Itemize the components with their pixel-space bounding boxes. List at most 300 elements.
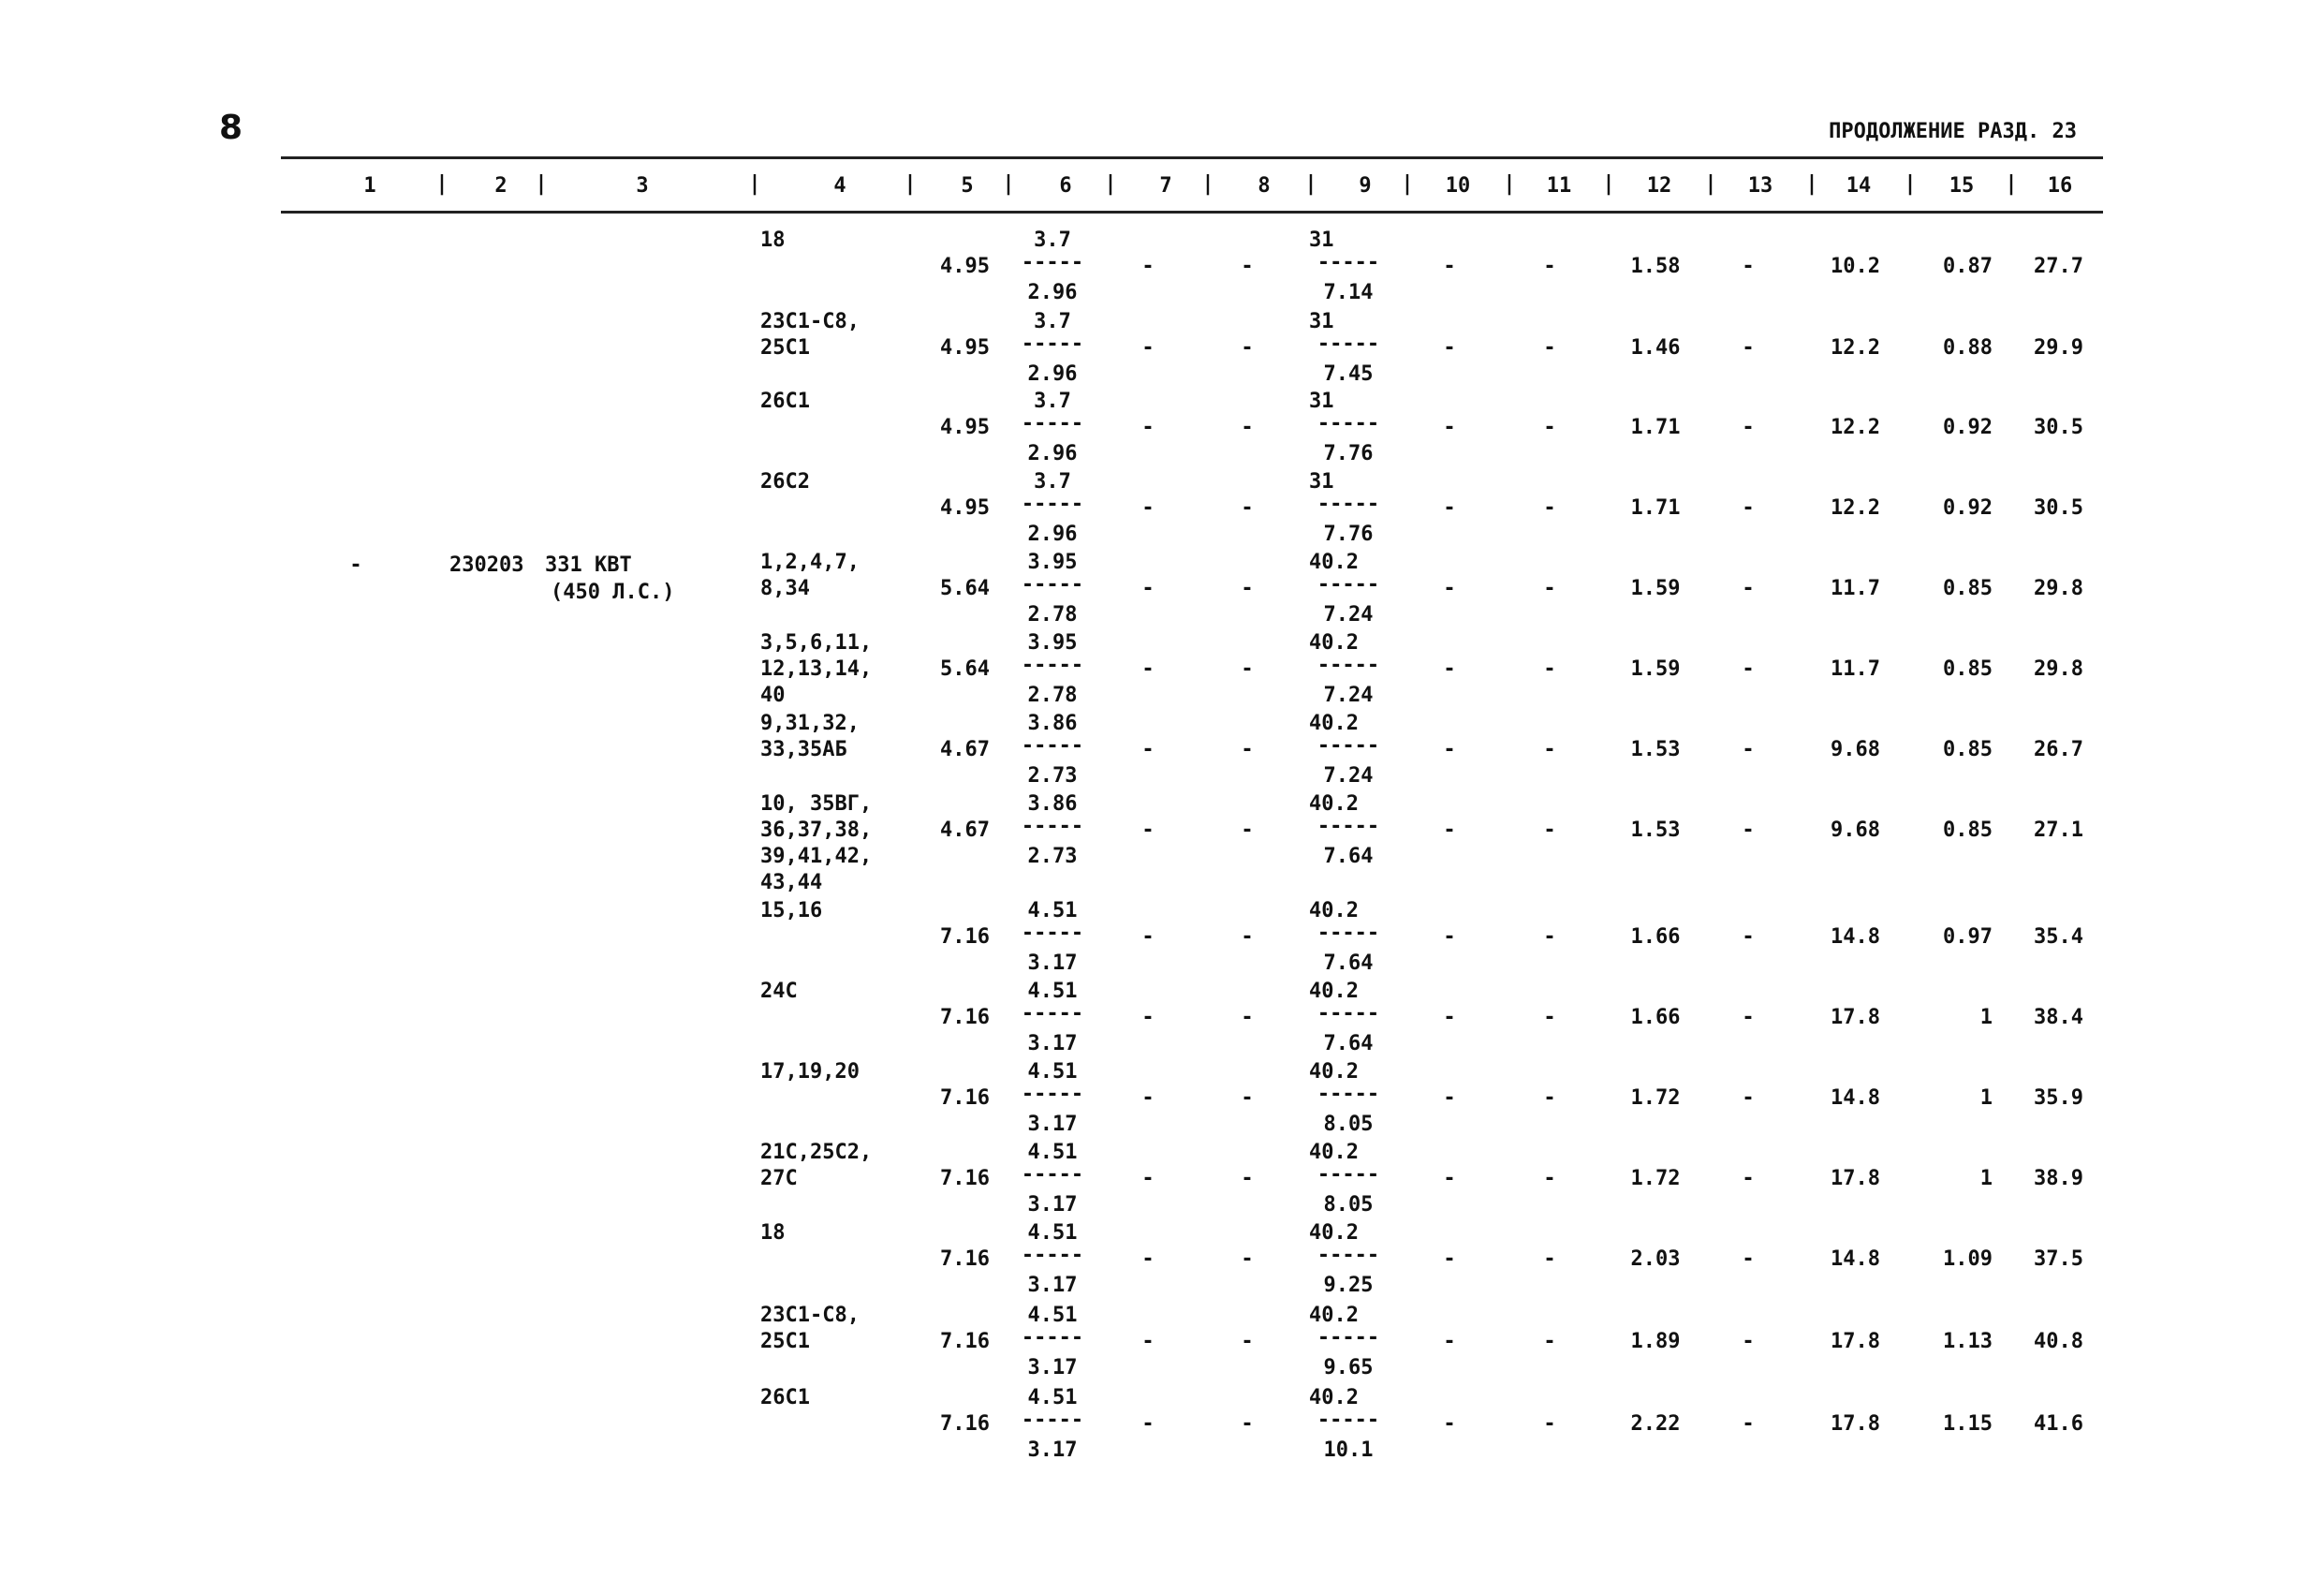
cell-col7: -: [1141, 925, 1155, 949]
cell-col14: 14.8: [1831, 925, 1880, 949]
fraction-col9-bar: -----: [1316, 1326, 1380, 1350]
fraction-col9-denominator: 8.05: [1323, 1113, 1374, 1136]
cell-col5: 4.95: [940, 416, 990, 439]
column-header-9: 9: [1359, 174, 1372, 198]
fraction-col6-denominator: 3.17: [1027, 1032, 1078, 1055]
engine-col1-dash: -: [349, 553, 362, 577]
cell-col10: -: [1443, 1412, 1456, 1436]
section-number-list: 25С1: [760, 336, 810, 360]
cell-col8: -: [1241, 496, 1254, 520]
cell-col5: 4.67: [940, 819, 990, 842]
cell-col11: -: [1543, 255, 1556, 278]
cell-col10: -: [1443, 819, 1456, 842]
page-mark: 8: [219, 109, 243, 147]
column-header-16: 16: [2047, 174, 2073, 198]
fraction-col6-numerator: 3.7: [1034, 470, 1071, 494]
cell-col14: 12.2: [1831, 336, 1880, 360]
section-number-list: 15,16: [760, 899, 823, 922]
cell-col12: 1.71: [1630, 496, 1681, 520]
cell-col7: -: [1141, 819, 1155, 842]
fraction-col6-denominator: 2.96: [1027, 362, 1078, 386]
cell-col10: -: [1443, 577, 1456, 600]
fraction-col6-bar: -----: [1021, 1326, 1084, 1350]
cell-col11: -: [1543, 738, 1556, 761]
cell-col15: 0.92: [1943, 416, 1993, 439]
cell-col14: 17.8: [1831, 1006, 1880, 1029]
section-number-list: 9,31,32,: [760, 712, 860, 735]
cell-col8: -: [1241, 1086, 1254, 1110]
fraction-col9-bar: -----: [1316, 573, 1380, 597]
fraction-col9-denominator: 8.05: [1323, 1193, 1374, 1217]
cell-col16: 30.5: [2034, 496, 2083, 520]
column-header-13: 13: [1747, 174, 1773, 198]
fraction-col6-bar: -----: [1021, 412, 1084, 435]
cell-col15: 0.92: [1943, 496, 1993, 520]
column-separator: |: [1304, 172, 1317, 196]
cell-col15: 1: [1979, 1167, 1993, 1190]
cell-col5: 4.95: [940, 255, 990, 278]
column-separator: |: [435, 172, 449, 196]
fraction-col6-bar: -----: [1021, 1083, 1084, 1106]
column-header-11: 11: [1546, 174, 1572, 198]
fraction-col6-bar: -----: [1021, 493, 1084, 516]
cell-col5: 4.67: [940, 738, 990, 761]
cell-col16: 27.1: [2034, 819, 2083, 842]
cell-col5: 7.16: [940, 1247, 990, 1271]
fraction-col9-denominator: 7.24: [1323, 684, 1374, 707]
fraction-col6-numerator: 4.51: [1027, 1060, 1078, 1084]
section-number-list: 26С2: [760, 470, 810, 494]
cell-col16: 35.4: [2034, 925, 2083, 949]
fraction-col6-denominator: 2.96: [1027, 523, 1078, 546]
cell-col15: 0.85: [1943, 738, 1993, 761]
cell-col15: 0.85: [1943, 819, 1993, 842]
fraction-col9-denominator: 7.64: [1323, 951, 1374, 975]
cell-col7: -: [1141, 336, 1155, 360]
section-number-list: 21С,25С2,: [760, 1141, 873, 1164]
column-header-15: 15: [1949, 174, 1975, 198]
table-header-rule: [281, 211, 2103, 214]
fraction-col9-denominator: 7.64: [1323, 1032, 1374, 1055]
cell-col8: -: [1241, 738, 1254, 761]
section-number-list: 18: [760, 229, 786, 252]
cell-col12: 1.89: [1630, 1330, 1681, 1353]
fraction-col6-numerator: 3.95: [1027, 631, 1078, 655]
fraction-col9-numerator: 40.2: [1309, 1221, 1359, 1245]
column-separator: |: [904, 172, 917, 196]
cell-col10: -: [1443, 496, 1456, 520]
section-number-list: 24С: [760, 980, 798, 1003]
fraction-col9-denominator: 7.64: [1323, 845, 1374, 868]
cell-col8: -: [1241, 336, 1254, 360]
fraction-col9-denominator: 10.1: [1323, 1438, 1374, 1462]
column-separator: |: [535, 172, 548, 196]
fraction-col9-bar: -----: [1316, 815, 1380, 838]
fraction-col6-bar: -----: [1021, 332, 1084, 356]
cell-col7: -: [1141, 1412, 1155, 1436]
cell-col8: -: [1241, 1330, 1254, 1353]
section-number-list: 33,35АБ: [760, 738, 847, 761]
cell-col12: 1.66: [1630, 925, 1681, 949]
fraction-col6-denominator: 3.17: [1027, 1274, 1078, 1297]
cell-col12: 2.22: [1630, 1412, 1681, 1436]
cell-col16: 35.9: [2034, 1086, 2083, 1110]
cell-col12: 1.58: [1630, 255, 1681, 278]
section-number-list: 23С1-С8,: [760, 1304, 860, 1327]
engine-power-hp: (450 Л.С.): [551, 581, 675, 604]
fraction-col6-denominator: 2.73: [1027, 764, 1078, 788]
cell-col13: -: [1742, 1247, 1755, 1271]
column-header-14: 14: [1846, 174, 1872, 198]
cell-col5: 7.16: [940, 1412, 990, 1436]
fraction-col6-denominator: 2.73: [1027, 845, 1078, 868]
fraction-col6-denominator: 2.96: [1027, 442, 1078, 465]
cell-col12: 1.53: [1630, 819, 1681, 842]
cell-col16: 29.9: [2034, 336, 2083, 360]
cell-col14: 17.8: [1831, 1167, 1880, 1190]
section-number-list: 18: [760, 1221, 786, 1245]
column-header-8: 8: [1258, 174, 1271, 198]
fraction-col9-numerator: 40.2: [1309, 551, 1359, 574]
cell-col16: 41.6: [2034, 1412, 2083, 1436]
cell-col10: -: [1443, 738, 1456, 761]
fraction-col6-denominator: 3.17: [1027, 1438, 1078, 1462]
cell-col13: -: [1742, 925, 1755, 949]
cell-col14: 14.8: [1831, 1086, 1880, 1110]
cell-col15: 1.15: [1943, 1412, 1993, 1436]
column-header-7: 7: [1159, 174, 1172, 198]
section-number-list: 25С1: [760, 1330, 810, 1353]
cell-col5: 5.64: [940, 657, 990, 681]
cell-col5: 5.64: [940, 577, 990, 600]
engine-power-kw: 331 КВТ: [545, 553, 632, 577]
cell-col16: 38.4: [2034, 1006, 2083, 1029]
fraction-col6-numerator: 4.51: [1027, 980, 1078, 1003]
fraction-col9-bar: -----: [1316, 251, 1380, 274]
column-header-12: 12: [1646, 174, 1672, 198]
fraction-col9-bar: -----: [1316, 412, 1380, 435]
fraction-col9-bar: -----: [1316, 1163, 1380, 1187]
fraction-col9-bar: -----: [1316, 1002, 1380, 1025]
fraction-col6-bar: -----: [1021, 1163, 1084, 1187]
cell-col8: -: [1241, 1412, 1254, 1436]
cell-col15: 0.85: [1943, 657, 1993, 681]
fraction-col9-bar: -----: [1316, 734, 1380, 758]
cell-col11: -: [1543, 925, 1556, 949]
fraction-col6-bar: -----: [1021, 251, 1084, 274]
cell-col5: 7.16: [940, 1006, 990, 1029]
cell-col16: 29.8: [2034, 657, 2083, 681]
section-number-list: 17,19,20: [760, 1060, 860, 1084]
cell-col13: -: [1742, 577, 1755, 600]
column-separator: |: [2005, 172, 2018, 196]
cell-col15: 0.97: [1943, 925, 1993, 949]
cell-col16: 27.7: [2034, 255, 2083, 278]
cell-col16: 38.9: [2034, 1167, 2083, 1190]
cell-col7: -: [1141, 738, 1155, 761]
fraction-col6-numerator: 4.51: [1027, 899, 1078, 922]
cell-col15: 1.13: [1943, 1330, 1993, 1353]
fraction-col9-numerator: 40.2: [1309, 1304, 1359, 1327]
section-number-list: 26С1: [760, 390, 810, 413]
fraction-col6-bar: -----: [1021, 1002, 1084, 1025]
cell-col14: 11.7: [1831, 657, 1880, 681]
column-separator: |: [1401, 172, 1414, 196]
cell-col10: -: [1443, 1330, 1456, 1353]
cell-col12: 1.59: [1630, 577, 1681, 600]
fraction-col9-denominator: 7.45: [1323, 362, 1374, 386]
fraction-col9-numerator: 40.2: [1309, 899, 1359, 922]
fraction-col6-denominator: 3.17: [1027, 1356, 1078, 1379]
section-number-list: 8,34: [760, 577, 810, 600]
cell-col11: -: [1543, 819, 1556, 842]
engine-code: 230203: [449, 553, 524, 577]
cell-col13: -: [1742, 336, 1755, 360]
column-header-10: 10: [1445, 174, 1471, 198]
cell-col5: 7.16: [940, 1167, 990, 1190]
cell-col10: -: [1443, 416, 1456, 439]
cell-col14: 9.68: [1831, 819, 1880, 842]
cell-col7: -: [1141, 1330, 1155, 1353]
fraction-col6-numerator: 3.86: [1027, 792, 1078, 816]
fraction-col9-denominator: 7.24: [1323, 764, 1374, 788]
cell-col11: -: [1543, 336, 1556, 360]
cell-col10: -: [1443, 1086, 1456, 1110]
column-header-2: 2: [494, 174, 507, 198]
cell-col13: -: [1742, 738, 1755, 761]
fraction-col6-bar: -----: [1021, 815, 1084, 838]
fraction-col6-numerator: 3.95: [1027, 551, 1078, 574]
cell-col11: -: [1543, 1330, 1556, 1353]
fraction-col6-denominator: 2.96: [1027, 281, 1078, 304]
fraction-col6-denominator: 3.17: [1027, 1113, 1078, 1136]
cell-col14: 17.8: [1831, 1330, 1880, 1353]
fraction-col9-bar: -----: [1316, 332, 1380, 356]
cell-col11: -: [1543, 1412, 1556, 1436]
continuation-header: ПРОДОЛЖЕНИЕ РАЗД. 23: [1829, 120, 2077, 143]
fraction-col6-bar: -----: [1021, 573, 1084, 597]
cell-col15: 0.85: [1943, 577, 1993, 600]
cell-col12: 1.72: [1630, 1086, 1681, 1110]
section-number-list: 40: [760, 684, 786, 707]
cell-col13: -: [1742, 819, 1755, 842]
cell-col11: -: [1543, 1086, 1556, 1110]
fraction-col9-denominator: 7.76: [1323, 442, 1374, 465]
cell-col11: -: [1543, 1006, 1556, 1029]
cell-col10: -: [1443, 925, 1456, 949]
cell-col14: 17.8: [1831, 1412, 1880, 1436]
fraction-col9-denominator: 7.76: [1323, 523, 1374, 546]
section-number-list: 1,2,4,7,: [760, 551, 860, 574]
cell-col14: 10.2: [1831, 255, 1880, 278]
cell-col7: -: [1141, 1006, 1155, 1029]
column-separator: |: [1602, 172, 1615, 196]
fraction-col9-numerator: 40.2: [1309, 712, 1359, 735]
column-separator: |: [748, 172, 761, 196]
fraction-col9-numerator: 40.2: [1309, 631, 1359, 655]
cell-col5: 4.95: [940, 496, 990, 520]
column-separator: |: [1503, 172, 1516, 196]
fraction-col9-bar: -----: [1316, 654, 1380, 677]
cell-col12: 1.72: [1630, 1167, 1681, 1190]
fraction-col6-bar: -----: [1021, 734, 1084, 758]
fraction-col9-numerator: 31: [1309, 390, 1334, 413]
fraction-col9-numerator: 40.2: [1309, 980, 1359, 1003]
cell-col12: 1.46: [1630, 336, 1681, 360]
cell-col10: -: [1443, 1247, 1456, 1271]
section-number-list: 39,41,42,: [760, 845, 873, 868]
cell-col12: 2.03: [1630, 1247, 1681, 1271]
fraction-col9-denominator: 7.24: [1323, 603, 1374, 627]
fraction-col6-numerator: 3.7: [1034, 310, 1071, 333]
cell-col7: -: [1141, 496, 1155, 520]
column-header-4: 4: [833, 174, 846, 198]
cell-col8: -: [1241, 255, 1254, 278]
cell-col8: -: [1241, 1006, 1254, 1029]
fraction-col9-numerator: 40.2: [1309, 792, 1359, 816]
cell-col11: -: [1543, 496, 1556, 520]
cell-col12: 1.53: [1630, 738, 1681, 761]
cell-col11: -: [1543, 416, 1556, 439]
cell-col14: 12.2: [1831, 416, 1880, 439]
fraction-col9-denominator: 9.65: [1323, 1356, 1374, 1379]
cell-col8: -: [1241, 1167, 1254, 1190]
cell-col13: -: [1742, 496, 1755, 520]
section-number-list: 27С: [760, 1167, 798, 1190]
fraction-col6-bar: -----: [1021, 1409, 1084, 1432]
cell-col7: -: [1141, 657, 1155, 681]
cell-col13: -: [1742, 1167, 1755, 1190]
cell-col10: -: [1443, 1167, 1456, 1190]
cell-col16: 40.8: [2034, 1330, 2083, 1353]
column-header-5: 5: [961, 174, 974, 198]
fraction-col6-denominator: 3.17: [1027, 951, 1078, 975]
cell-col5: 7.16: [940, 925, 990, 949]
fraction-col6-numerator: 4.51: [1027, 1304, 1078, 1327]
section-number-list: 26С1: [760, 1386, 810, 1409]
cell-col10: -: [1443, 1006, 1456, 1029]
cell-col13: -: [1742, 255, 1755, 278]
column-separator: |: [1805, 172, 1818, 196]
cell-col15: 1.09: [1943, 1247, 1993, 1271]
fraction-col6-bar: -----: [1021, 1244, 1084, 1267]
cell-col16: 26.7: [2034, 738, 2083, 761]
fraction-col9-numerator: 31: [1309, 470, 1334, 494]
cell-col10: -: [1443, 657, 1456, 681]
cell-col5: 4.95: [940, 336, 990, 360]
fraction-col6-bar: -----: [1021, 654, 1084, 677]
section-number-list: 43,44: [760, 871, 823, 894]
cell-col8: -: [1241, 925, 1254, 949]
cell-col12: 1.59: [1630, 657, 1681, 681]
cell-col11: -: [1543, 577, 1556, 600]
fraction-col9-bar: -----: [1316, 922, 1380, 945]
cell-col8: -: [1241, 657, 1254, 681]
cell-col8: -: [1241, 819, 1254, 842]
cell-col15: 0.88: [1943, 336, 1993, 360]
cell-col11: -: [1543, 657, 1556, 681]
cell-col16: 37.5: [2034, 1247, 2083, 1271]
cell-col13: -: [1742, 657, 1755, 681]
fraction-col9-bar: -----: [1316, 1409, 1380, 1432]
cell-col11: -: [1543, 1167, 1556, 1190]
cell-col15: 0.87: [1943, 255, 1993, 278]
cell-col14: 9.68: [1831, 738, 1880, 761]
cell-col15: 1: [1979, 1086, 1993, 1110]
cell-col8: -: [1241, 416, 1254, 439]
cell-col10: -: [1443, 336, 1456, 360]
cell-col7: -: [1141, 416, 1155, 439]
fraction-col9-numerator: 31: [1309, 310, 1334, 333]
fraction-col9-numerator: 40.2: [1309, 1386, 1359, 1409]
section-number-list: 12,13,14,: [760, 657, 873, 681]
fraction-col9-denominator: 9.25: [1323, 1274, 1374, 1297]
section-number-list: 3,5,6,11,: [760, 631, 873, 655]
fraction-col6-denominator: 2.78: [1027, 684, 1078, 707]
fraction-col6-numerator: 4.51: [1027, 1221, 1078, 1245]
column-header-6: 6: [1059, 174, 1072, 198]
cell-col8: -: [1241, 1247, 1254, 1271]
fraction-col9-numerator: 40.2: [1309, 1141, 1359, 1164]
section-number-list: 36,37,38,: [760, 819, 873, 842]
cell-col7: -: [1141, 255, 1155, 278]
cell-col15: 1: [1979, 1006, 1993, 1029]
fraction-col9-bar: -----: [1316, 1083, 1380, 1106]
cell-col7: -: [1141, 577, 1155, 600]
cell-col13: -: [1742, 416, 1755, 439]
fraction-col6-numerator: 3.86: [1027, 712, 1078, 735]
cell-col13: -: [1742, 1006, 1755, 1029]
cell-col16: 30.5: [2034, 416, 2083, 439]
column-separator: |: [1002, 172, 1015, 196]
section-number-list: 10, 35ВГ,: [760, 792, 873, 816]
cell-col14: 14.8: [1831, 1247, 1880, 1271]
cell-col14: 12.2: [1831, 496, 1880, 520]
column-separator: |: [1704, 172, 1717, 196]
cell-col13: -: [1742, 1412, 1755, 1436]
cell-col7: -: [1141, 1167, 1155, 1190]
cell-col12: 1.71: [1630, 416, 1681, 439]
fraction-col9-bar: -----: [1316, 493, 1380, 516]
cell-col5: 7.16: [940, 1086, 990, 1110]
section-number-list: 23С1-С8,: [760, 310, 860, 333]
fraction-col9-numerator: 31: [1309, 229, 1334, 252]
cell-col13: -: [1742, 1330, 1755, 1353]
fraction-col6-bar: -----: [1021, 922, 1084, 945]
cell-col11: -: [1543, 1247, 1556, 1271]
cell-col7: -: [1141, 1086, 1155, 1110]
column-separator: |: [1104, 172, 1117, 196]
fraction-col6-denominator: 3.17: [1027, 1193, 1078, 1217]
fraction-col6-numerator: 4.51: [1027, 1141, 1078, 1164]
fraction-col9-bar: -----: [1316, 1244, 1380, 1267]
cell-col7: -: [1141, 1247, 1155, 1271]
fraction-col6-numerator: 4.51: [1027, 1386, 1078, 1409]
fraction-col9-numerator: 40.2: [1309, 1060, 1359, 1084]
column-header-3: 3: [636, 174, 649, 198]
cell-col12: 1.66: [1630, 1006, 1681, 1029]
fraction-col6-numerator: 3.7: [1034, 390, 1071, 413]
cell-col10: -: [1443, 255, 1456, 278]
cell-col14: 11.7: [1831, 577, 1880, 600]
cell-col13: -: [1742, 1086, 1755, 1110]
column-separator: |: [1904, 172, 1917, 196]
cell-col5: 7.16: [940, 1330, 990, 1353]
column-header-1: 1: [363, 174, 376, 198]
table-top-rule: [281, 156, 2103, 159]
fraction-col9-denominator: 7.14: [1323, 281, 1374, 304]
fraction-col6-denominator: 2.78: [1027, 603, 1078, 627]
